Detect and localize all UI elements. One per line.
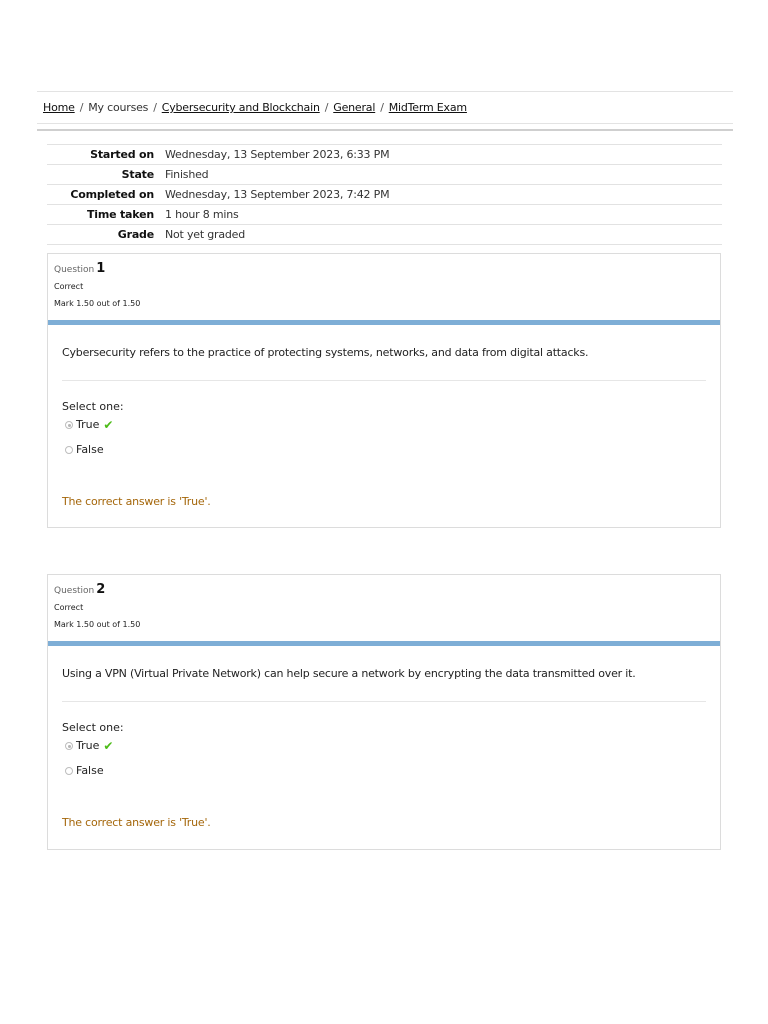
summary-label: Grade: [117, 227, 154, 241]
question-number: [54, 580, 714, 600]
option-label: False: [76, 764, 104, 777]
attempt-summary-table: [47, 144, 722, 245]
correct-answer-feedback: The correct answer is 'True'.: [62, 816, 211, 829]
correct-answer-feedback: The correct answer is 'True'.: [62, 495, 211, 508]
summary-value: Wednesday, 13 September 2023, 7:42 PM: [165, 187, 390, 201]
summary-row: [47, 145, 722, 165]
question-mark: Mark 1.50 out of 1.50: [54, 620, 141, 629]
summary-label: Started on: [90, 147, 154, 161]
radio-button[interactable]: [65, 767, 73, 775]
select-one-label: Select one:: [62, 400, 124, 413]
summary-label: State: [121, 167, 154, 181]
option-label: True: [76, 739, 100, 752]
summary-value: Finished: [165, 167, 209, 181]
breadcrumb: [43, 101, 467, 114]
page-divider: [37, 129, 733, 131]
summary-value: Wednesday, 13 September 2023, 6:33 PM: [165, 147, 390, 161]
question-1: [47, 253, 721, 528]
question-number: [54, 259, 714, 279]
breadcrumb-separator: /: [380, 101, 384, 114]
summary-value: 1 hour 8 mins: [165, 207, 239, 221]
breadcrumb-quiz-link[interactable]: MidTerm Exam: [388, 101, 467, 114]
question-body: [48, 646, 720, 829]
summary-value: Not yet graded: [165, 227, 246, 241]
radio-button[interactable]: [65, 421, 73, 429]
question-text: Cybersecurity refers to the practice of protecting systems, networks, and data from digital attacks.: [62, 325, 706, 381]
summary-row: [47, 205, 722, 225]
breadcrumb-course-link[interactable]: Cybersecurity and Blockchain: [161, 101, 320, 114]
question-info: [48, 254, 720, 320]
radio-button[interactable]: [65, 742, 73, 750]
answer-option-false[interactable]: [62, 763, 706, 788]
breadcrumb-home-link[interactable]: Home: [43, 101, 75, 114]
question-body: [48, 325, 720, 508]
question-2: [47, 574, 721, 850]
question-number-value: 1: [96, 261, 106, 276]
summary-row: [47, 225, 722, 245]
option-label: True: [76, 418, 100, 431]
summary-label: Time taken: [86, 207, 154, 221]
radio-button[interactable]: [65, 446, 73, 454]
breadcrumb-section-link[interactable]: General: [333, 101, 376, 114]
question-info: [48, 575, 720, 641]
question-prefix: Question: [54, 265, 95, 275]
answer-option-false[interactable]: [62, 442, 706, 467]
question-state: Correct: [54, 603, 84, 612]
checkmark-icon: ✔: [103, 418, 114, 432]
question-prefix: Question: [54, 586, 95, 596]
breadcrumb-my-courses: My courses: [88, 101, 149, 114]
summary-row: [47, 185, 722, 205]
breadcrumb-separator: /: [79, 101, 84, 114]
checkmark-icon: ✔: [103, 739, 114, 753]
summary-row: [47, 165, 722, 185]
question-state: Correct: [54, 282, 84, 291]
question-text: Using a VPN (Virtual Private Network) can help secure a network by encrypting the data transmitted over it.: [62, 646, 706, 702]
breadcrumb-separator: /: [153, 101, 157, 114]
question-number-value: 2: [96, 582, 106, 597]
answer-option-true[interactable]: [62, 738, 706, 763]
summary-label: Completed on: [70, 187, 154, 201]
question-mark: Mark 1.50 out of 1.50: [54, 299, 141, 308]
select-one-label: Select one:: [62, 721, 124, 734]
answer-option-true[interactable]: [62, 417, 706, 442]
option-label: False: [76, 443, 104, 456]
breadcrumb-bar: [37, 91, 733, 124]
breadcrumb-separator: /: [324, 101, 329, 114]
